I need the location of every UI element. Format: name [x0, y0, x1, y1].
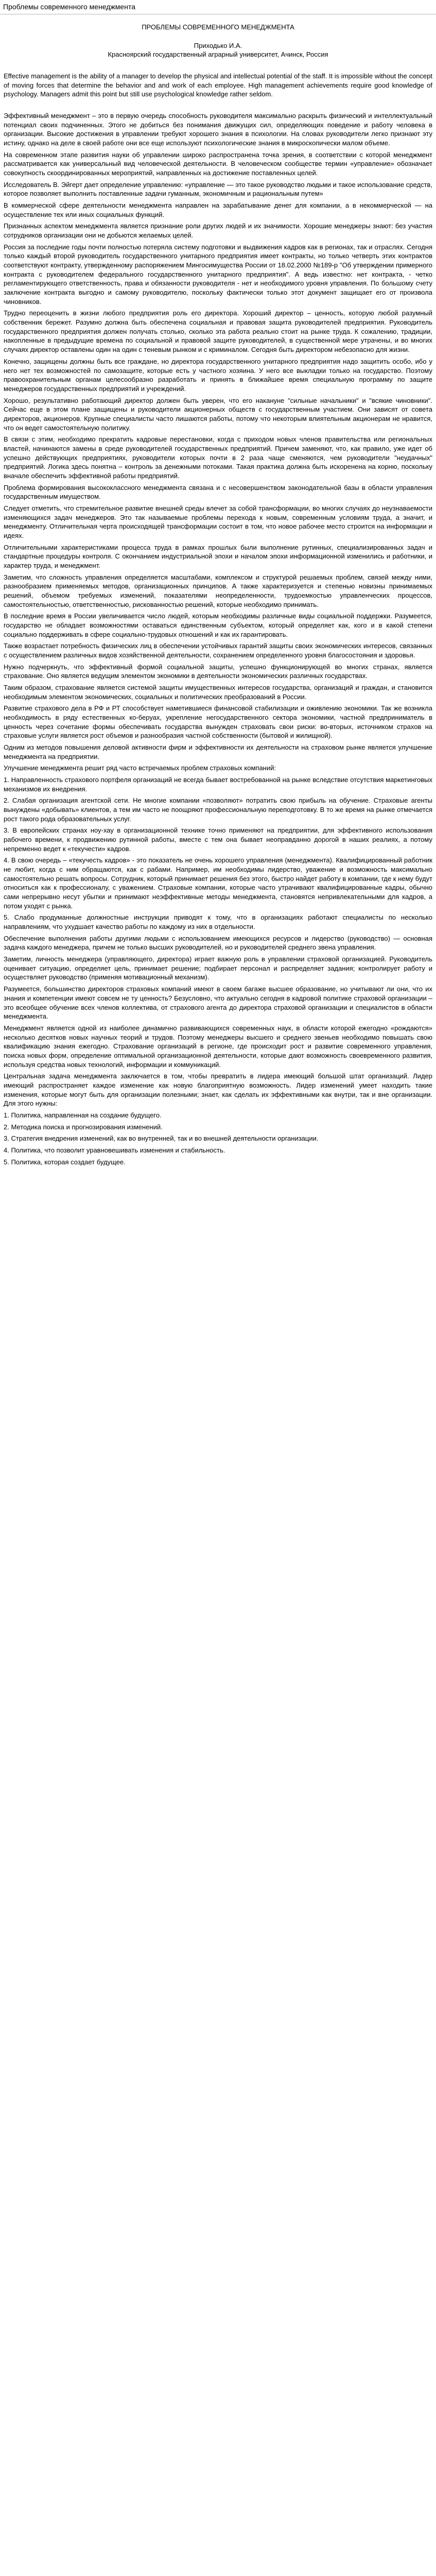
list-item: 2. Методика поиска и прогнозирования изменений. — [4, 1123, 163, 1131]
list-item: 4. В свою очередь – «текучесть кадров» - это показатель не очень хорошего управления (менеджмента). Квалифицированный работник не любит, когда с ним обращаются, как с рабами. Например, им необходимы лидерство, уважение и возможность максимально самостоятельно решать вопросы. Сотрудник, который принимает решения без этого, быстро найдет работу в компании, где к нему будут относиться как к профессионалу, с уважением. Страховые компании, которые часто утрачивают квалифицированные кадры, обычно сами непрерывно несут убытки и принимают неэффективные методы менеджмента, становятся непривлекательными для кадров, а потом уходят с рынка. — [4, 856, 432, 910]
paragraph: Исследователь В. Эйгерт дает определение управлению: «управление — это такое руководство людьми и такое использование средств, которое позволяет выполнить поставленные задачи гуманным, экономичным и рациональным путем» — [4, 180, 432, 198]
paragraph: Хорошо, результативно работающий директор должен быть уверен, что его накануне "сильные начальники" и "всякие чиновники". Сейчас еще в этом плане защищены и руководители акционерных обществ с государственным участием. Они зависят от совета директоров, акционеров. Крупные специалисты часто лишаются работы, потому что некоторым влиятельным акционерам не нравится, что он ведет самостоятельную политику. — [4, 396, 432, 432]
paragraph: Трудно переоценить в жизни любого предприятия роль его директора. Хороший директор – ценность, которую любой разумный собственник бережет. Разумно должна быть обеспечена социальная и правовая защита руководителей предприятия. Руководитель государственного предприятия должен получать столько, сколько эта работа реально стоит на рынке труда. К сожалению, традиции, накопленные в предыдущие времена по социальной и правовой защите руководителей, в существенной мере утрачены, и во многих случаях директор оставлены один на один с теневым рынком и с криминалом. Сегодня быть директором небезопасно для жизни. — [4, 309, 432, 354]
paragraph: Также возрастает потребность физических лиц в обеспечении устойчивых гарантий защиты своих экономических интересов, связанных с осуществлением различных видов хозяйственной деятельности, сохранением определенного уровня благосостояния и здоровья. — [4, 642, 432, 659]
list-item: 2. Слабая организация агентской сети. Не многие компании «позволяют» потратить свою прибыль на обучение. Страховые агенты вынуждены «добывать» клиентов, а тем им часто не поощряют профессиональную переподготовку. В то же время на рынке отмечается рост такого рода образовательных услуг. — [4, 796, 432, 823]
paragraph: Следует отметить, что стремительное развитие внешней среды влечет за собой трансформации, во многих случаях до неузнаваемости изменяющихся задач менеджеров. Это так называемые проблемы перехода к новым, современным условиям труда, а значит, и менеджменту. Отличительная черта происходящей трансформации состоит в том, что новое рабочее место строится на информации и идеях. — [4, 504, 432, 539]
list-item: 5. Политика, которая создает будущее. — [4, 1158, 126, 1166]
paragraph: Эффективный менеджмент – это в первую очередь способность руководителя максимально раскрыть физический и интеллектуальный потенциал своих подчиненных. Этого не добиться без понимания движущих сил, определяющих поведение и работу человека в организации. Высокие достижения в управлении требуют хорошего знания в психологии. На словах руководители легко признают эту истину, однако на деле в своей работе они все еще используют психологические знания в микроскопически малом объеме. — [4, 112, 432, 147]
article-abstract: Effective management is the ability of a manager to develop the physical and intellectual potential of the staff. It is impossible without the concept of moving forces that determine the behavior and and work of each employee. High management achievements require good knowledge of psychology. Managers admit this point but still use psychological knowledge rather seldom. — [4, 72, 432, 98]
paragraph: Признанных аспектом менеджмента является признание роли других людей и их значимости. Хорошие менеджеры знают: без участия сотрудников организации они не добьются желаемых целей. — [4, 222, 432, 240]
paragraph: Отличительными характеристиками процесса труда в рамках прошлых были выполнение рутинных, специализированных задач и стандартные процедуры контроля. С окончанием индустриальной эпохи и началом эпохи информационной изменились и работники, и характер труда, и менеджмент. — [4, 543, 432, 569]
paragraph: В связи с этим, необходимо прекратить кадровые перестановки, когда с приходом новых членов правительства или региональных властей, начинаются замены в среде руководителей государственных предприятий. Причем заменяют, что, как правило, уже идет об успешно действующих предприятиях, руководители которых почти в 2 раза чаще сменяются, чем руководители "неудачных" предприятий. Логика здесь понятна – контроль за денежными потоками. Такая практика должна быть искоренена на корню, поскольку вначале обеспечить эффективной работы предприятий. — [4, 435, 432, 480]
paragraph: В последние время в России увеличивается число людей, которым необходимы различные виды социальной поддержки. Разумеется, государство не обладает возможностями оставаться единственным субъектом, который определяет как, кого и в какой степени социально поддерживать в сфере социально-трудовых отношений и как их гарантировать. — [4, 612, 432, 638]
paragraph: Заметим, что сложность управления определяется масштабами, комплексом и структурой решаемых проблем, связей между ними, разнообразием применяемых методов, организационных принципов. А также характеризуется и степенью новизны принимаемых решений, объемом требуемых изменений, показателями неопределенности, трудоемкостью управленческих процессов, самостоятельностью, ответственностью, рискованностью решений, которые необходимо принимать. — [4, 573, 432, 608]
paragraph: Улучшение менеджмента решит ряд часто встречаемых проблем страховых компаний: — [4, 764, 276, 772]
paragraph: На современном этапе развития науки об управлении широко распространена точка зрения, в соответствии с которой менеджмент рассматривается как универсальный вид человеческой деятельности. В человеческом сообществе термин «управление» обозначает совокупность скоординированных мероприятий, направленных на достижение поставленных целей. — [4, 150, 432, 177]
list-item: 1. Политика, направленная на создание будущего. — [4, 1111, 162, 1119]
paragraph: Проблема формирования высококлассного менеджмента связана и с несовершенством законодательной базы в области управления государственным имуществом. — [4, 483, 432, 501]
list-item: 3. Стратегия внедрения изменений, как во внутренней, так и во внешней деятельности организации. — [4, 1134, 319, 1143]
paragraph: Россия за последние годы почти полностью потеряла систему подготовки и выдвижения кадров как в регионах, так и отраслях. Сегодня только каждый второй руководитель государственного унитарного предприятия имеет контракты, но только четверть этих контрактов соответствуют контракту, утвержденному распоряжением Мингосимущества России от 18.02.2000 №189-р "Об утверждении примерного контракта с руководителем федерального государственного унитарного предприятия". А ведь известно: нет контракта, - четко регламентирующего ответственность, права и обязанности руководителя - нет и необходимого уровня управления. По большому счету заключение контракта выгодно и самому руководителю, поскольку фактически только этот документ защищает его от произвола чиновников. — [4, 243, 432, 306]
page-title: Проблемы современного менеджмента — [3, 2, 135, 11]
paragraph: В коммерческой сфере деятельности менеджмента направлен на зарабатывание денег для компании, а в некоммерческой — на осуществление тех или иных социальных функций. — [4, 201, 432, 218]
problems-list — [4, 775, 432, 931]
paragraph: Центральная задача менеджмента заключается в том, чтобы превратить в лидера имеющий большой штат организаций. Лидер имеющий распространяет каждое изменение как новую благоприятную возможность. Лидер изменений умеет находить такие изменения, которые могут быть для организации полезными; знает, как сделать их эффективными как внутри, так и вне организации. Для этого нужны: — [4, 1072, 432, 1108]
paragraph: Одним из методов повышения деловой активности фирм и эффективности их деятельности на страховом рынке является улучшение менеджмента на предприятии. — [4, 743, 432, 760]
paragraph: Обеспечение выполнения работы другими людьми с использованием имеющихся ресурсов и лидерство (руководство) — основная задача каждого менеджера, причем не только высших руководителей, но и руководителей среднего звена управления. — [4, 934, 432, 952]
paragraph: Нужно подчеркнуть, что эффективный формой социальной защиты, успешно функционирующей во многих странах, является страхование. Оно является ведущим элементом экономики в деятельности экономических различных государствах. — [4, 663, 432, 680]
page-header — [0, 0, 436, 14]
list-item: 3. В европейских странах ноу-хау в организационной технике точно применяют на предприятии, для эффективного использования рабочего времени, к продвижению рутинной работы, вместе с тем она бывает неоправданно дорогой в наших реалиях, а потому непременно ведет к «текучести» кадров. — [4, 826, 432, 853]
list-item: 4. Политика, что позволит уравновешивать изменения и стабильность. — [4, 1146, 225, 1154]
article-author: Приходько И.А. — [194, 41, 242, 49]
paragraph: Таким образом, страхование является системой защиты имущественных интересов государства, организаций и граждан, и становится необходимым элементом экономических, социальных и политических преобразований в России. — [4, 684, 432, 701]
paragraph: Разумеется, большинство директоров страховых компаний имеют в своем багаже высшее образование, но учитывают ли они, что их знания и компетенции имеют совсем не ту ценность? Безусловно, что актуально сегодня в кадровой политике страховой организации – это всеобщее обучение всех членов коллектива, от страхового агента до директора страховой организации и специалистов в области менеджмента. — [4, 985, 432, 1021]
paragraph: Менеджмент является одной из наиболее динамично развивающихся современных наук, в области которой ежегодно «рождаются» несколько десятков новых научных теорий и трудов. Поэтому менеджеры высшего и среднего звеньев необходимо повышать свою квалификацию знания ежегодно. Страхование организаций в регионе, где происходит рост и развитие современного управления, поиска новых форм, определение оптимальной организационной деятельности, которые дают возможность своевременного развития, используя средства новых технологий, информации и коммуникаций. — [4, 1024, 432, 1069]
article-paragraphs — [4, 111, 432, 773]
list-item: 5. Слабо продуманные должностные инструкции приводят к тому, что в организациях работают специалисты по несколько направлениям, что ухудшает качество работы по каждому из них в отдельности. — [4, 913, 432, 931]
article-affiliation: Красноярский государственный аграрный университет, Ачинск, Россия — [108, 50, 328, 59]
list-item: 1. Направленность страхового портфеля организаций не всегда бывает востребованной на рынке вследствие отсутствия маркетинговых механизмов их внедрения. — [4, 776, 432, 793]
paragraph: Развитие страхового дела в РФ и РТ способствует наметившиеся финансовой стабилизации и оживлению экономики. Так же возникла необходимость в ряду естественных ко-беруах, укрепление негосударственного сектора экономики, частной предприниматель в ценность через сочетание формы обеспечивать государства вынужден страховать свои риски: во-вторых, источником страхов на страховые услуги является рост объемов и разнообразия частной собственности (бытовой и жилищной). — [4, 704, 432, 740]
closing-paragraphs — [4, 934, 432, 1108]
article-title: ПРОБЛЕМЫ СОВРЕМЕННОГО МЕНЕДЖМЕНТА — [142, 23, 294, 31]
document-body — [0, 14, 436, 1179]
paragraph: Заметим, личность менеджера (управляющего, директора) играет важную роль в управлении страховой организацией. Руководитель оценивает ситуацию, определяет цель, принимает решение; подбирает персонал и распределяет задания; контролирует работу и осуществляет руководство (применяя мотивационный механизм). — [4, 955, 432, 981]
needs-list — [4, 1111, 432, 1166]
paragraph: Конечно, защищены должны быть все граждане, но директора государственного унитарного предприятия надо защитить особо, ибо у него нет тех возможностей по самозащите, которые есть у частного хозяина. У него все выкладки только на государство. Поэтому правоохранительным органам целесообразно разработать и принять в ближайшее время специальную программу по защите менеджеров государственных предприятий и учреждений. — [4, 357, 432, 393]
